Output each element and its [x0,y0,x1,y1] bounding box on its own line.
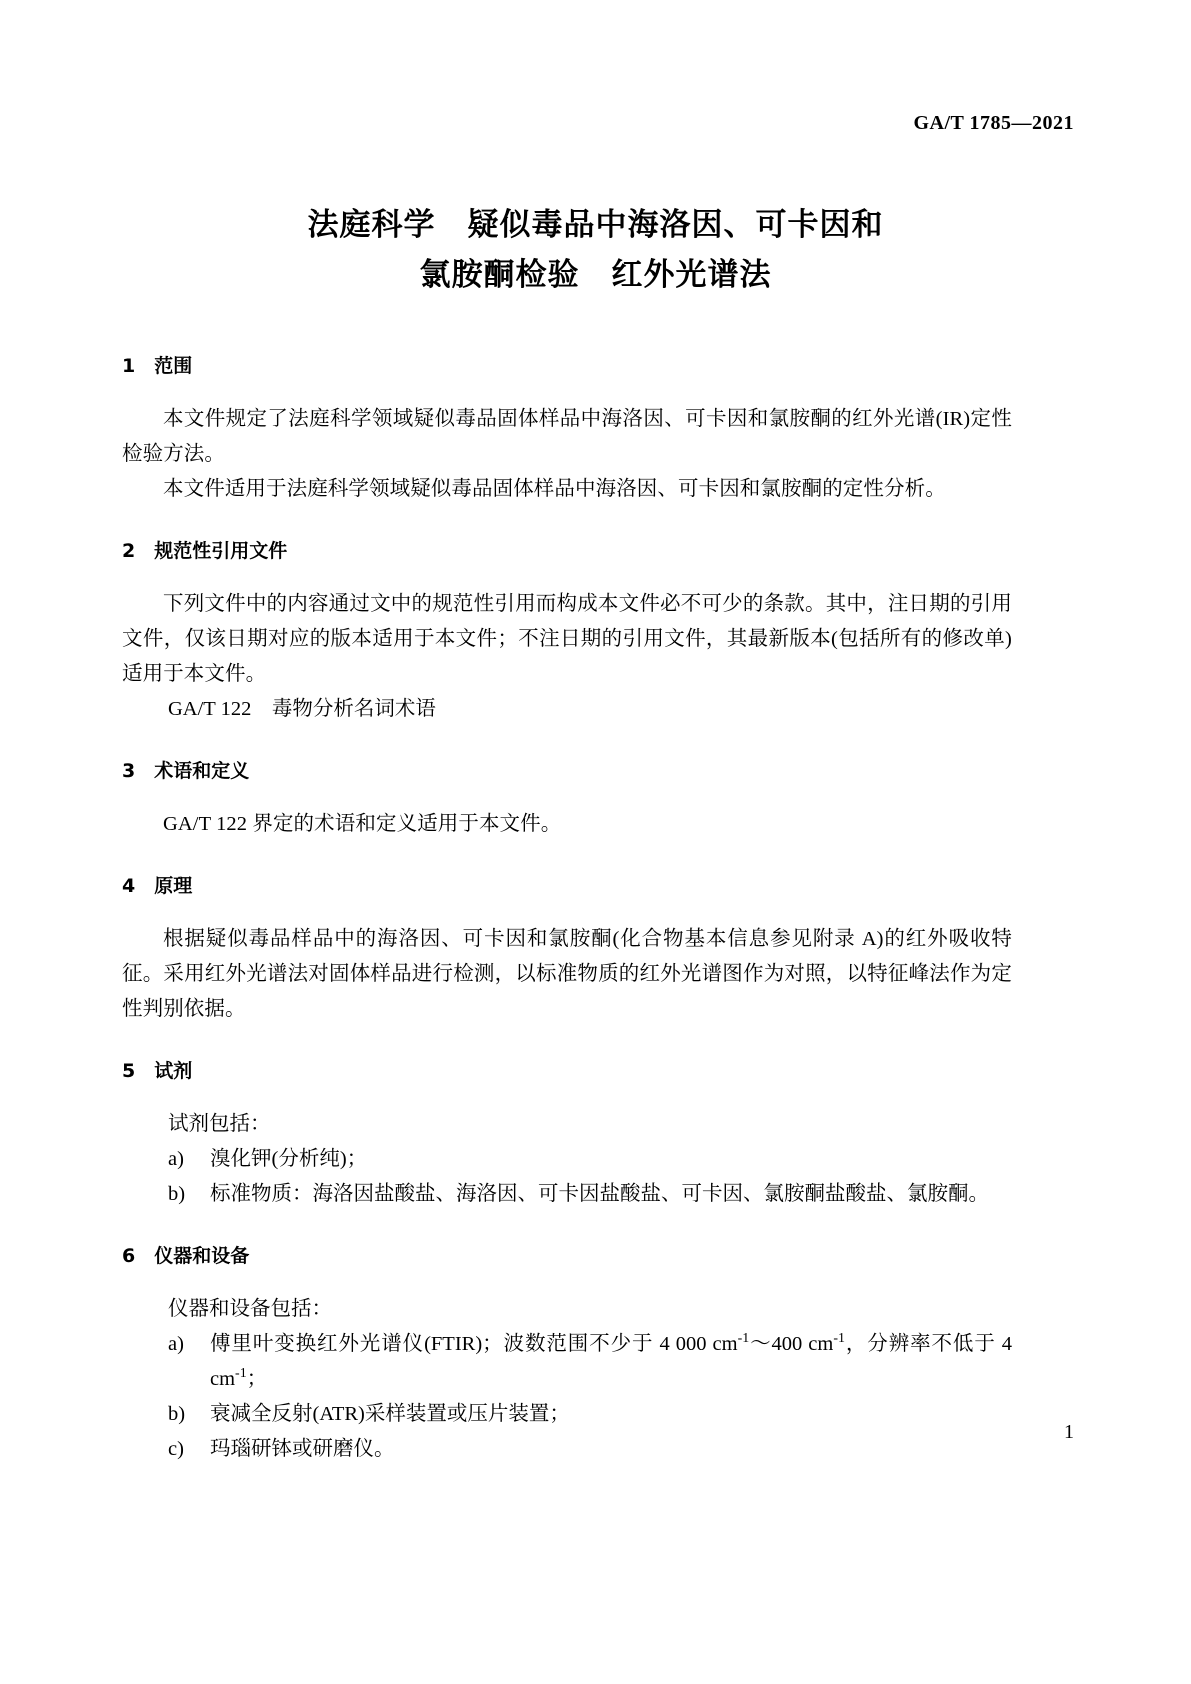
page-number: 1 [1064,1421,1074,1443]
list-item-text-part-1: 傅里叶变换红外光谱仪(FTIR)；波数范围不少于 4 000 cm [210,1333,738,1355]
list-item [122,1327,1012,1397]
section-heading-4: 4 原理 [122,875,193,897]
spacer [122,785,1012,807]
spacer [122,507,1012,537]
spacer [122,565,1012,587]
section-4-paragraph-1: 根据疑似毒品样品中的海洛因、可卡因和氯胺酮(化合物基本信息参见附录 A)的红外吸收特征。采用红外光谱法对固体样品进行检测，以标准物质的红外光谱图作为对照，以特征峰法作为定性判别依据。 [122,928,1012,1020]
list-item-text-part-3: ，分辨率不低于 4 cm [210,1333,1013,1390]
document-body [122,352,1012,1467]
page-title-line-1: 法庭科学 疑似毒品中海洛因、可卡因和 [307,207,884,243]
list-item [122,1177,1012,1212]
normative-reference-item: GA/T 122 毒物分析名词术语 [168,698,436,720]
section-1-paragraph-2: 本文件适用于法庭科学领域疑似毒品固体样品中海洛因、可卡因和氯胺酮的定性分析。 [163,478,946,500]
section-1-paragraph-1: 本文件规定了法庭科学领域疑似毒品固体样品中海洛因、可卡因和氯胺酮的红外光谱(IR)定性检验方法。 [122,408,1012,465]
list-item-text: 衰减全反射(ATR)采样装置或压片装置； [210,1403,570,1425]
section-heading-1: 1 范围 [122,355,193,377]
list-item-text: 溴化钾(分析纯)； [210,1148,368,1170]
section-heading-6: 6 仪器和设备 [122,1245,250,1267]
spacer [122,1085,1012,1107]
list-marker: b) [168,1183,186,1205]
superscript-exponent-1: -1 [737,1331,750,1347]
spacer [122,1270,1012,1292]
list-marker: b) [168,1403,186,1425]
page-title [0,200,1191,300]
spacer [122,1212,1012,1242]
superscript-exponent-3: -1 [235,1366,247,1382]
list-marker: a) [168,1333,184,1355]
section-heading-2: 2 规范性引用文件 [122,540,288,562]
list-item [122,1142,1012,1177]
instrument-list [122,1327,1012,1467]
running-header-standard-number: GA/T 1785—2021 [913,112,1074,134]
list-item-text: 标准物质：海洛因盐酸盐、海洛因、可卡因盐酸盐、可卡因、氯胺酮盐酸盐、氯胺酮。 [210,1183,989,1205]
reagent-list [122,1142,1012,1212]
spacer [122,727,1012,757]
section-heading-3: 3 术语和定义 [122,760,250,782]
list-item-text-part-2: ～400 cm [749,1333,834,1355]
superscript-exponent-2: -1 [833,1331,845,1347]
spacer [122,900,1012,922]
section-6-lead-in: 仪器和设备包括： [168,1298,332,1320]
section-2-paragraph-1: 下列文件中的内容通过文中的规范性引用而构成本文件必不可少的条款。其中，注日期的引用文件，仅该日期对应的版本适用于本文件；不注日期的引用文件，其最新版本(包括所有的修改单)适用于本文件。 [122,593,1012,685]
spacer [122,842,1012,872]
section-3-paragraph-1: GA/T 122 界定的术语和定义适用于本文件。 [163,813,562,835]
list-item-text: 玛瑙研钵或研磨仪。 [210,1438,395,1460]
list-marker: a) [168,1148,184,1170]
spacer [122,1027,1012,1057]
list-item [122,1397,1012,1432]
list-marker: c) [168,1438,184,1460]
list-item [122,1432,1012,1467]
list-item-text-part-4: ； [246,1368,268,1390]
page-title-line-2: 氯胺酮检验 红外光谱法 [419,257,772,293]
spacer [122,380,1012,402]
section-5-lead-in: 试剂包括： [168,1113,271,1135]
section-heading-5: 5 试剂 [122,1060,193,1082]
